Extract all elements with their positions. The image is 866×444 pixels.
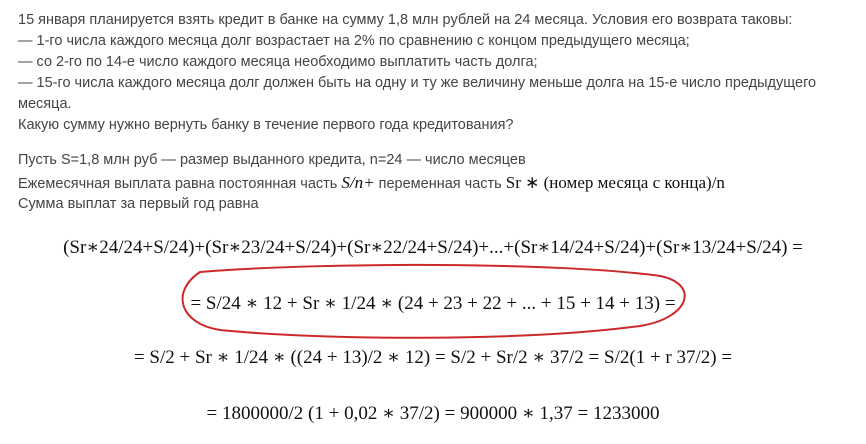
solution-line-2-math-1: S/n+ (341, 173, 375, 192)
problem-line-1: 15 января планируется взять кредит в банке на сумму 1,8 млн рублей на 24 месяца. Условия его возврата таковы: (18, 12, 793, 28)
solution-line-1: Пусть S=1,8 млн руб — размер выданного кредита, n=24 — число месяцев (18, 152, 526, 168)
solution-line-3: Сумма выплат за первый год равна (18, 196, 259, 212)
problem-line-2: — 1-го числа каждого месяца долг возрастает на 2% по сравнению с концом предыдущего месяца; (18, 33, 690, 49)
solution-line-2 (18, 172, 725, 195)
problem-line-5: месяца. (18, 96, 72, 112)
solution-line-2-prefix: Ежемесячная выплата равна постоянная часть (18, 176, 338, 192)
problem-line-3: — со 2-го по 14-е число каждого месяца необходимо выплатить часть долга; (18, 54, 538, 70)
equation-2: = S/24 ∗ 12 + Sr ∗ 1/24 ∗ (24 + 23 + 22 + ... + 15 + 14 + 13) = (190, 293, 676, 314)
problem-question: Какую сумму нужно вернуть банку в течение первого года кредитования? (18, 117, 514, 133)
equation-1: (Sr∗24/24+S/24)+(Sr∗23/24+S/24)+(Sr∗22/24+S/24)+...+(Sr∗14/24+S/24)+(Sr∗13/24+S/24) = (63, 237, 803, 258)
equation-3: = S/2 + Sr ∗ 1/24 ∗ ((24 + 13)/2 ∗ 12) = S/2 + Sr/2 ∗ 37/2 = S/2(1 + r 37/2) = (133, 347, 733, 368)
equation-4: = 1800000/2 (1 + 0,02 ∗ 37/2) = 900000 ∗ 1,37 = 1233000 (206, 403, 660, 424)
solution-line-2-middle: переменная часть (378, 176, 502, 192)
problem-line-4: — 15-го числа каждого месяца долг должен быть на одну и ту же величину меньше долга на 15-е число предыдущего (18, 75, 817, 91)
solution-line-2-math-2: Sr ∗ (номер месяца с конца)/n (505, 173, 725, 192)
